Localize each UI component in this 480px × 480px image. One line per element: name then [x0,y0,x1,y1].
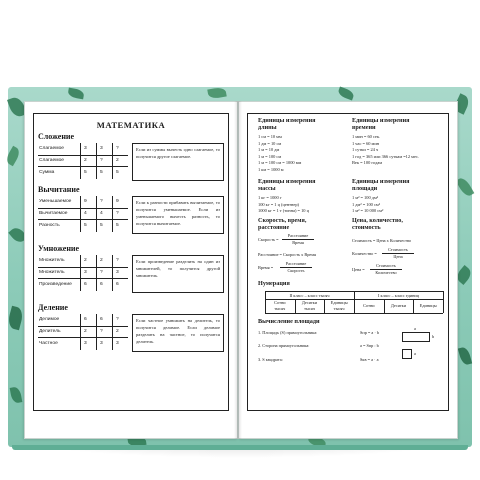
reference-line: 1 дм² = 100 см² [352,201,381,207]
table-divider [38,326,128,327]
square-label: a [414,351,416,356]
rule-note-box [132,196,224,234]
section-title [258,178,358,192]
reference-line: 1 км = 1000 м [258,167,284,172]
table-cell: 3 [100,146,103,151]
table-divider [96,314,97,350]
formula-label: Цена = [352,267,365,272]
formula-denominator: Скорость [287,268,305,273]
section-title: Нумерация [258,280,290,287]
section-title-line: площади [352,185,378,193]
table-cell: 2 [116,329,119,334]
table-divider [38,219,128,220]
reference-line: 1 мин = 60 сек. [352,134,381,139]
table-divider [80,143,81,179]
rank-header-line: тысяч [274,305,286,311]
table-row-label: Множитель [39,258,65,263]
formula-numerator: Расстояние [285,261,307,266]
table-cell: ? [100,158,103,163]
table-row-label: Частное [39,341,58,346]
rule-note: Если из суммы вычесть одно слагаемое, то получится другое слагаемое. [136,147,220,159]
class-header: I класс – класс единиц [377,293,420,298]
rule-note: Если к разности прибавить вычитаемое, то получится уменьшаемое. Если из уменьшаемого вычесть разность, то получится вычитаемое. [136,200,220,226]
section-title-line: времени [352,124,376,132]
table-border [265,313,443,314]
table-divider [38,208,128,209]
table-divider [38,337,128,338]
table-row-label: Слагаемое [39,146,65,151]
table-cell: ? [116,258,119,263]
formula-label: Время = [258,265,274,270]
section-title [258,217,358,231]
table-divider [96,196,97,232]
table-cell: 5 [100,170,103,175]
table-divider [96,143,97,179]
reference-line: 1 час = 60 мин [352,140,380,146]
section-title [352,178,452,192]
section-title-line: Единицы измерения [258,117,316,124]
table-cell: 5 [84,223,87,228]
formula-denominator: Цена [393,254,403,259]
section-title-line: длины [258,124,277,132]
table-divider [112,255,113,291]
reference-line: 1 кг = 1000 г [258,195,282,200]
table-cell: 5 [116,170,119,175]
rank-header-line: Сотни [274,300,286,305]
section-title-line: Единицы измерения [352,117,410,124]
section-title-line: Цена, количество, [352,217,403,224]
table-divider [80,255,81,291]
rectangle-diagram [402,332,430,342]
section-title: Вычисление площади [258,318,320,325]
table-border [443,291,444,313]
table-cell: 2 [84,329,87,334]
reference-line: 1 м = 100 см [258,153,282,159]
section-title: Умножение [38,244,80,253]
section-title: Вычитание [38,185,80,194]
table-cell: ? [100,270,103,275]
table-row-label: Сумма [39,170,55,175]
table-divider [80,314,81,350]
table-cell: 4 [84,211,87,216]
table-cell: 6 [116,282,119,287]
rank-header [295,300,325,311]
table-divider [112,196,113,232]
rank-header-line: Сотни [363,303,375,308]
table-divider [80,196,81,232]
table-cell: 2 [100,258,103,263]
section-title [258,117,358,131]
section-title-line: Единицы измерения [258,178,316,185]
table-row-label: Произведение [39,282,72,287]
table-divider [38,267,128,268]
table-cell: ? [116,211,119,216]
rule-note: Если произведение разделить на один из множителей, то получится другой множитель. [136,259,220,278]
table-cell: 5 [84,170,87,175]
table-cell: 3 [84,146,87,151]
section-title-line: Скорость, время, [258,217,307,224]
table-row-label: Вычитаемое [39,211,68,216]
formula-label: Количество = [352,251,377,256]
formula: Расстояние = Скорость x Время [258,252,316,257]
rule-note-box [132,314,224,352]
table-cell: 2 [84,258,87,263]
formula: Стоимость = Цена x Количество [352,238,412,243]
area-step: 1. Площадь (S) прямоугольника: [258,330,318,335]
table-cell: ? [116,146,119,151]
area-step: 2. Сторона прямоугольника: [258,343,310,348]
book-spine [234,101,242,439]
book-edge [12,445,468,450]
reference-line: 1 год = 365 или 366 суткам =12 мес. [352,153,420,159]
area-formula: Sпр = a · b [360,330,380,335]
rule-note-box [132,255,224,293]
section-title [352,217,452,231]
table-cell: 3 [116,270,119,275]
table-row-label: Разность [39,223,60,228]
table-cell: 6 [100,317,103,322]
section-title: Сложение [38,132,75,141]
table-cell: 3 [84,270,87,275]
class-header: II класс – класс тысяч [289,293,330,298]
reference-line: 1 см = 10 мм [258,134,282,139]
rect-label-a: a [414,326,416,331]
table-cell: 4 [100,211,103,216]
table-cell: 3 [84,341,87,346]
table-row-label: Слагаемое [39,158,65,163]
table-divider [112,314,113,350]
rule-note-box [132,143,224,181]
rank-header-line: тысяч [304,305,315,311]
reference-line: 1 сутки = 24 ч [352,147,379,153]
reference-line: 100 кг = 1 ц (центнер) [258,201,300,207]
area-formula: a = Sпр : b [360,343,379,348]
table-cell: 2 [84,158,87,163]
page-title: МАТЕМАТИКА [96,120,166,130]
rank-header-line: Десятки [301,300,318,305]
table-row-label: Множитель [39,270,65,275]
rank-header-line: Единицы [419,303,437,308]
reference-line: 1000 кг = 1 т (тонна) = 10 ц [258,208,309,214]
section-title [352,117,452,131]
formula-numerator: Расстояние [287,233,309,238]
section-title-line: Единицы измерения [352,178,410,185]
table-row-label: Уменьшаемое [39,199,72,204]
formula-denominator: Количество [375,270,397,275]
table-cell: 9 [84,199,87,204]
rank-header-line: Десятки [390,303,407,308]
rank-header-line: Единицы [330,300,348,305]
section-title-line: массы [258,185,276,193]
formula-denominator: Время [292,240,304,245]
square-diagram [402,349,412,359]
rank-header [265,300,295,311]
section-title-line: стоимость [352,224,381,232]
table-divider [38,155,128,156]
table-cell: 5 [100,223,103,228]
table-cell: 6 [84,282,87,287]
table-cell: 9 [116,199,119,204]
reference-line: 1 м = 100 см = 1000 мм [258,160,302,166]
table-cell: ? [100,329,103,334]
table-cell: 3 [116,341,119,346]
formula-numerator: Стоимость [376,263,396,268]
table-cell: 6 [100,282,103,287]
rule-note: Если частное умножить на делитель, то получится делимое. Если делимое разделить на частное, то получится делитель. [136,318,220,344]
section-title: Деление [38,303,68,312]
table-cell: ? [100,199,103,204]
table-cell: 3 [100,341,103,346]
reference-line: 1 м² = 100 дм² [352,195,379,200]
table-divider [38,278,128,279]
formula-label: Скорость = [258,237,279,242]
rank-header [354,303,384,309]
reference-line: 1 дм = 10 см [258,140,282,146]
area-formula: Sкв = a · a [360,357,379,362]
reference-line: 1 м² = 10 000 см² [352,208,384,214]
area-step: 3. S квадрата: [258,357,283,362]
section-title-line: расстояние [258,224,290,232]
rank-header [324,300,354,311]
table-divider [112,143,113,179]
rank-header [413,303,443,309]
table-cell: 6 [84,317,87,322]
rect-label-b: b [432,334,435,339]
reference-line: Век = 100 годам [352,160,383,166]
reference-line: 1 м = 10 дм [258,147,280,153]
rank-header [384,303,414,309]
table-divider [96,255,97,291]
table-row-label: Делитель [39,329,61,334]
rank-header-line: тысяч [333,305,345,311]
table-cell: 5 [116,223,119,228]
table-cell: 2 [116,158,119,163]
table-cell: ? [116,317,119,322]
table-row-label: Делимое [39,317,60,322]
table-divider [38,166,128,167]
formula-numerator: Стоимость [388,247,408,252]
